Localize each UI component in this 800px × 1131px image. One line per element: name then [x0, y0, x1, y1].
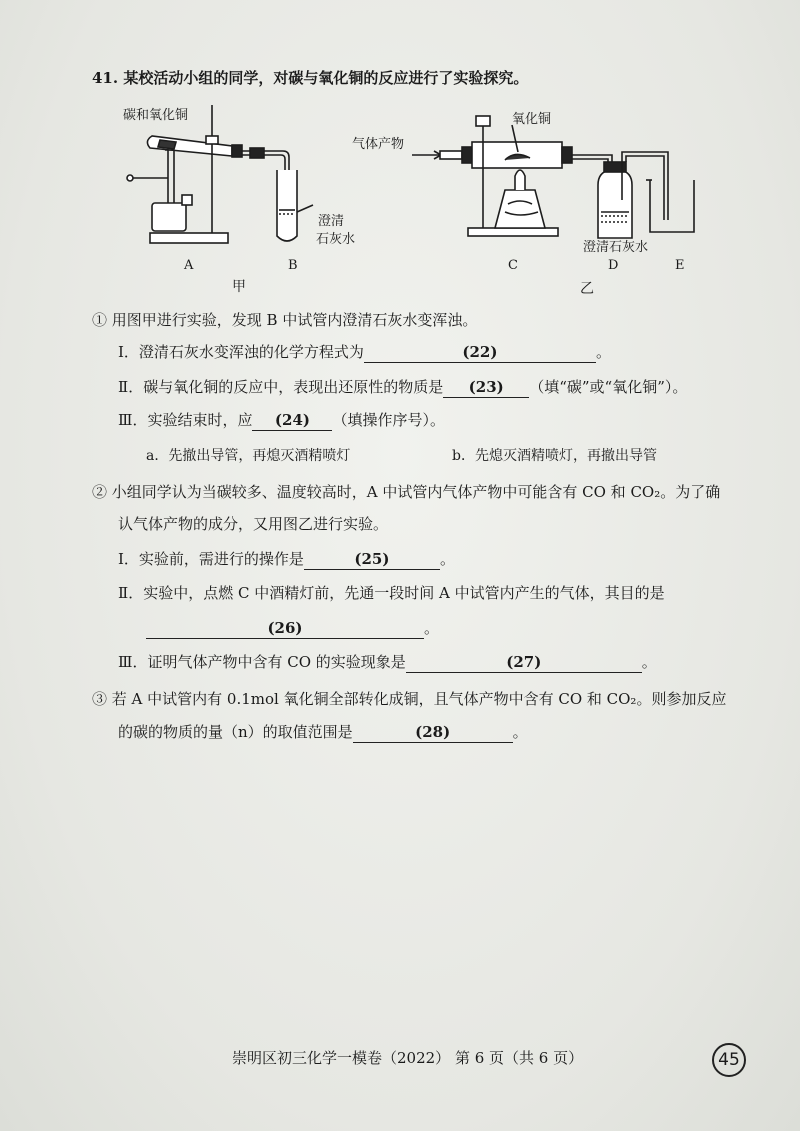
page-footer: 崇明区初三化学一模卷（2022） 第 6 页（共 6 页）	[232, 1049, 584, 1067]
question-number: 41.	[92, 69, 119, 87]
part3-line2-suffix: 。	[512, 723, 528, 741]
part2-q2: Ⅱ．实验中，点燃 C 中酒精灯前，先通一段时间 A 中试管内产生的气体，其目的是	[118, 584, 665, 602]
part1-q3-suffix: （填操作序号）。	[332, 411, 445, 429]
part2-q1	[118, 549, 455, 570]
part2-q1-suffix: 。	[439, 550, 455, 568]
option-b: b．先熄灭酒精喷灯，再撤出导管	[452, 448, 657, 464]
part2-q1-prefix: Ⅰ．实验前，需进行的操作是	[118, 550, 304, 568]
part2-q3	[118, 652, 657, 673]
answer-blank-28[interactable]: (28)	[353, 722, 513, 743]
answer-blank-22[interactable]: (22)	[364, 342, 596, 363]
letter-e: E	[675, 258, 685, 273]
part1-q3	[118, 410, 445, 431]
part1-q1-prefix: Ⅰ．澄清石灰水变浑浊的化学方程式为	[118, 343, 364, 361]
letter-b: B	[288, 258, 298, 273]
label-copper-oxide: 氧化铜	[512, 112, 552, 127]
part1-q1-suffix: 。	[595, 343, 611, 361]
part1-q2	[118, 377, 687, 398]
part2-q3-suffix: 。	[641, 653, 657, 671]
part3-line2-prefix: 的碳的物质的量（n）的取值范围是	[118, 723, 353, 741]
label-tube-a: 碳和氧化铜	[123, 108, 189, 123]
question-intro-text: 某校活动小组的同学，对碳与氧化铜的反应进行了实验探究。	[123, 69, 529, 87]
blast-lamp	[152, 203, 186, 231]
part3-line1: ③ 若 A 中试管内有 0.1mol 氧化铜全部转化成铜，且气体产物中含有 CO 和 CO₂。则参加反应	[92, 690, 727, 708]
letter-d: D	[608, 258, 619, 273]
stand-base-a	[150, 233, 228, 243]
part2-q2-suffix: 。	[424, 619, 440, 637]
part1-q1	[118, 342, 611, 363]
caption-yi: 乙	[580, 281, 594, 297]
letter-a: A	[184, 258, 194, 273]
answer-blank-26[interactable]: (26)	[146, 618, 424, 639]
part2-q3-prefix: Ⅲ．证明气体产物中含有 CO 的实验现象是	[118, 653, 406, 671]
label-limewater-b-1: 澄清	[318, 214, 345, 229]
answer-blank-27[interactable]: (27)	[406, 652, 642, 673]
label-limewater-b-2: 石灰水	[316, 232, 356, 247]
part1-q2-suffix: （填“碳”或“氧化铜”）。	[529, 378, 688, 396]
answer-blank-24[interactable]: (24)	[252, 410, 332, 431]
part2-stem-line2: 认气体产物的成分，又用图乙进行实验。	[118, 515, 389, 533]
part1-q2-prefix: Ⅱ．碳与氧化铜的反应中，表现出还原性的物质是	[118, 378, 444, 396]
answer-blank-25[interactable]: (25)	[304, 549, 440, 570]
stand-base-c	[468, 228, 558, 236]
part3-line2	[118, 722, 528, 743]
part1-q3-prefix: Ⅲ．实验结束时，应	[118, 411, 253, 429]
part2-q2-answer-line	[146, 618, 439, 639]
part2-stem-line1: ② 小组同学认为当碳较多、温度较高时，A 中试管内气体产物中可能含有 CO 和 CO₂。为了确	[92, 483, 721, 501]
beaker-e	[650, 180, 694, 232]
caption-jia: 甲	[232, 279, 246, 295]
answer-blank-23[interactable]: (23)	[443, 377, 529, 398]
page-mark-circle: 45	[712, 1043, 746, 1077]
letter-c: C	[508, 258, 518, 273]
part1-stem: ① 用图甲进行实验，发现 B 中试管内澄清石灰水变浑浊。	[92, 311, 478, 329]
option-a: a．先撤出导管，再熄灭酒精喷灯	[146, 448, 351, 464]
test-tube-b	[277, 170, 297, 241]
label-gas-product: 气体产物	[352, 137, 405, 152]
label-limewater-d: 澄清石灰水	[583, 240, 649, 255]
alcohol-lamp	[495, 190, 545, 228]
wash-bottle-d	[598, 170, 632, 238]
